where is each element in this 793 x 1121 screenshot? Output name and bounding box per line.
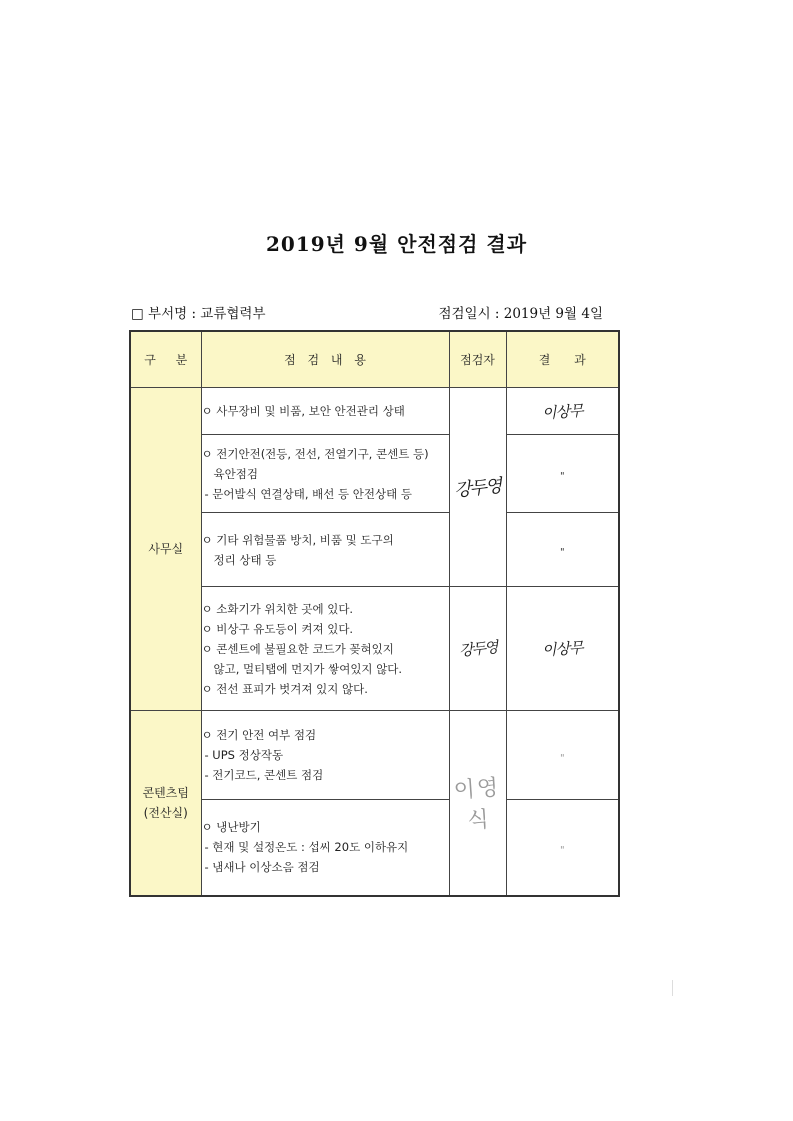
table-header-row bbox=[130, 331, 619, 388]
department-label: □ 부서명 : 교류협력부 bbox=[131, 306, 266, 322]
header-content: 점 검 내 용 bbox=[201, 331, 449, 388]
check-item: ㅇ 냉난방기 - 현재 및 설정온도 : 섭씨 20도 이하유지 - 냄새나 이상소음 점검 bbox=[201, 800, 449, 896]
table-row bbox=[130, 513, 619, 587]
inspector-signature: 강두영 bbox=[449, 388, 506, 587]
document-meta bbox=[131, 302, 603, 324]
check-item: ㅇ 전기안전(전등, 전선, 전열기구, 콘센트 등) 육안점검 - 문어발식 연결상태, 배선 등 안전상태 등 bbox=[201, 435, 449, 513]
check-item: ㅇ 전기 안전 여부 점검 - UPS 정상작동 - 전기코드, 콘센트 점검 bbox=[201, 711, 449, 800]
inspector-signature: 강두영 bbox=[449, 587, 506, 711]
result-cell: " bbox=[506, 800, 619, 896]
table-row bbox=[130, 435, 619, 513]
result-cell: 이상무 bbox=[506, 587, 619, 711]
scan-artifact-line bbox=[672, 980, 673, 996]
document-title: 2019년 9월 안전점검 결과 bbox=[265, 232, 528, 256]
table-row bbox=[130, 388, 619, 435]
check-item: ㅇ 사무장비 및 비품, 보안 안전관리 상태 bbox=[201, 388, 449, 435]
check-item: ㅇ 기타 위험물품 방치, 비품 및 도구의 정리 상태 등 bbox=[201, 513, 449, 587]
group-contents-team: 콘텐츠팀 (전산실) bbox=[130, 711, 201, 896]
inspection-table bbox=[129, 330, 620, 897]
inspector-signature: 이영식 bbox=[449, 711, 506, 896]
check-item: ㅇ 소화기가 위치한 곳에 있다. ㅇ 비상구 유도등이 켜져 있다. ㅇ 콘센트에 불필요한 코드가 꽂혀있지 않고, 멀티탭에 먼지가 쌓여있지 않다. ㅇ 전선 표피가 벗겨져 있지 않다. bbox=[201, 587, 449, 711]
header-inspector: 점검자 bbox=[449, 331, 506, 388]
group-office: 사무실 bbox=[130, 388, 201, 711]
result-cell: " bbox=[506, 435, 619, 513]
result-cell: " bbox=[506, 711, 619, 800]
table-row bbox=[130, 711, 619, 800]
inspection-date: 점검일시 : 2019년 9월 4일 bbox=[438, 306, 603, 322]
header-result: 결 과 bbox=[506, 331, 619, 388]
table-row bbox=[130, 800, 619, 896]
result-cell: 이상무 bbox=[506, 388, 619, 435]
table-row bbox=[130, 587, 619, 711]
result-cell: " bbox=[506, 513, 619, 587]
header-category: 구 분 bbox=[130, 331, 201, 388]
